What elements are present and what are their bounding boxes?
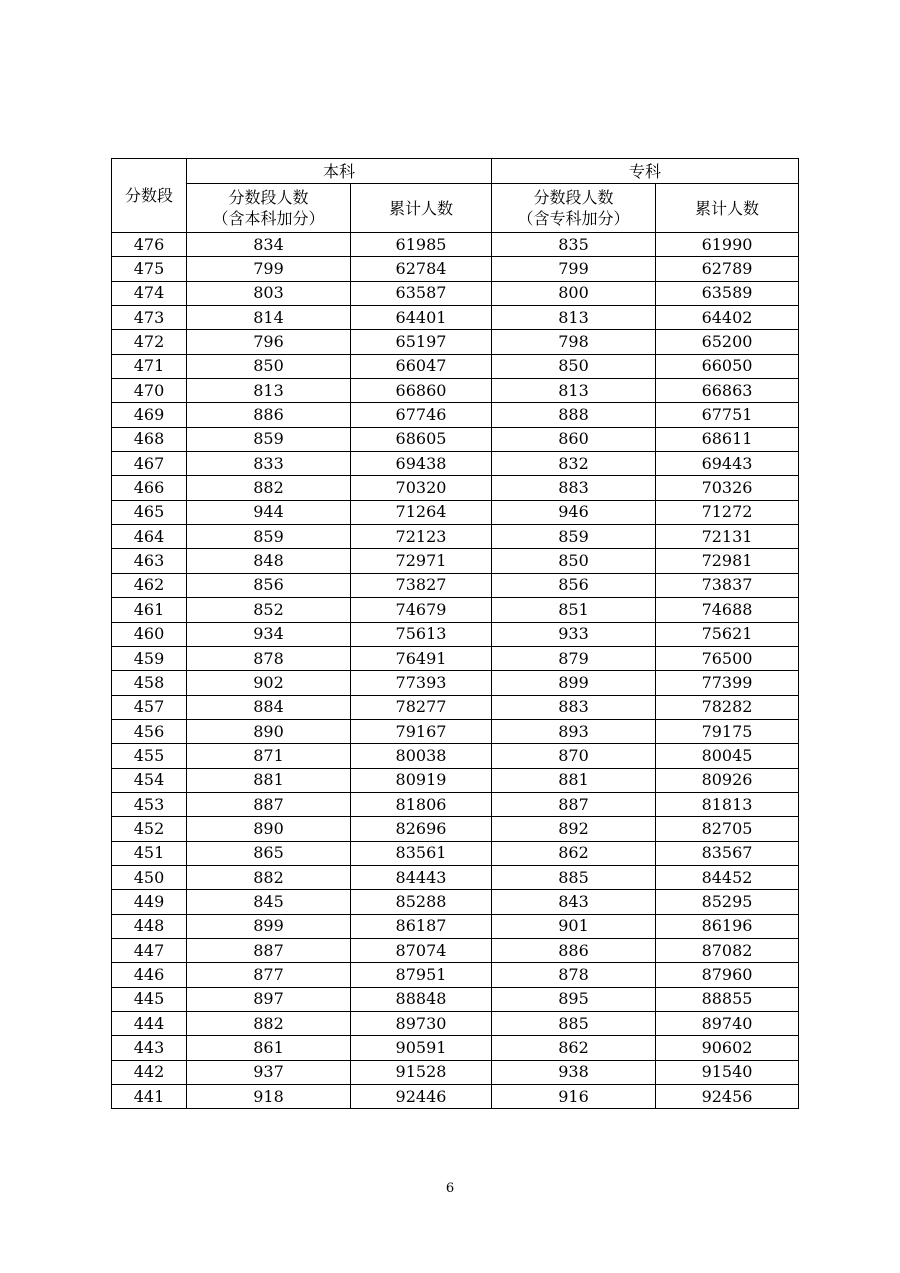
- undergrad-cumulative-cell: 62784: [351, 257, 492, 281]
- undergrad-count-cell: 887: [187, 938, 351, 962]
- undergrad-cumulative-cell: 80919: [351, 768, 492, 792]
- junior-count-cell: 879: [492, 646, 656, 670]
- undergrad-count-cell: 882: [187, 865, 351, 889]
- junior-cumulative-cell: 72131: [656, 525, 799, 549]
- undergrad-count-cell: 881: [187, 768, 351, 792]
- undergrad-cumulative-cell: 70320: [351, 476, 492, 500]
- undergrad-count-cell: 902: [187, 671, 351, 695]
- undergrad-cumulative-cell: 81806: [351, 792, 492, 816]
- junior-count-cell: 887: [492, 792, 656, 816]
- junior-cumulative-cell: 80045: [656, 744, 799, 768]
- undergrad-count-cell: 861: [187, 1036, 351, 1060]
- junior-cumulative-cell: 66050: [656, 354, 799, 378]
- undergrad-cumulative-cell: 66047: [351, 354, 492, 378]
- junior-cumulative-cell: 69443: [656, 452, 799, 476]
- score-cell: 462: [112, 573, 187, 597]
- header-junior-cumulative: 累计人数: [656, 184, 799, 233]
- score-cell: 460: [112, 622, 187, 646]
- undergrad-cumulative-cell: 74679: [351, 598, 492, 622]
- score-cell: 461: [112, 598, 187, 622]
- header-junior-count-line2: （含专科加分）: [517, 209, 630, 228]
- junior-count-cell: 859: [492, 525, 656, 549]
- undergrad-count-cell: 890: [187, 719, 351, 743]
- undergrad-count-cell: 882: [187, 476, 351, 500]
- undergrad-cumulative-cell: 86187: [351, 914, 492, 938]
- junior-count-cell: 800: [492, 281, 656, 305]
- score-cell: 447: [112, 938, 187, 962]
- junior-cumulative-cell: 84452: [656, 865, 799, 889]
- score-cell: 445: [112, 987, 187, 1011]
- table-row: [112, 646, 799, 670]
- page-number: 6: [445, 1181, 455, 1196]
- score-cell: 469: [112, 403, 187, 427]
- score-distribution-table: [111, 158, 799, 1109]
- undergrad-cumulative-cell: 66860: [351, 379, 492, 403]
- junior-cumulative-cell: 89740: [656, 1012, 799, 1036]
- table-row: [112, 792, 799, 816]
- header-undergrad-count-line1: 分数段人数: [228, 188, 309, 207]
- undergrad-cumulative-cell: 72123: [351, 525, 492, 549]
- undergrad-cumulative-cell: 61985: [351, 233, 492, 257]
- junior-cumulative-cell: 61990: [656, 233, 799, 257]
- score-cell: 474: [112, 281, 187, 305]
- undergrad-cumulative-cell: 68605: [351, 427, 492, 451]
- junior-cumulative-cell: 81813: [656, 792, 799, 816]
- undergrad-cumulative-cell: 84443: [351, 865, 492, 889]
- score-cell: 457: [112, 695, 187, 719]
- undergrad-count-cell: 918: [187, 1085, 351, 1109]
- table-row: [112, 914, 799, 938]
- undergrad-cumulative-cell: 85288: [351, 890, 492, 914]
- header-row-sub: [112, 184, 799, 233]
- undergrad-count-cell: 886: [187, 403, 351, 427]
- undergrad-count-cell: 852: [187, 598, 351, 622]
- junior-count-cell: 916: [492, 1085, 656, 1109]
- score-cell: 452: [112, 817, 187, 841]
- undergrad-cumulative-cell: 87074: [351, 938, 492, 962]
- junior-cumulative-cell: 77399: [656, 671, 799, 695]
- table-row: [112, 549, 799, 573]
- header-junior-count-line1: 分数段人数: [533, 188, 614, 207]
- junior-cumulative-cell: 67751: [656, 403, 799, 427]
- junior-count-cell: 832: [492, 452, 656, 476]
- undergrad-cumulative-cell: 69438: [351, 452, 492, 476]
- score-cell: 446: [112, 963, 187, 987]
- table-row: [112, 573, 799, 597]
- undergrad-count-cell: 937: [187, 1060, 351, 1084]
- junior-cumulative-cell: 80926: [656, 768, 799, 792]
- junior-count-cell: 813: [492, 379, 656, 403]
- junior-cumulative-cell: 86196: [656, 914, 799, 938]
- undergrad-cumulative-cell: 89730: [351, 1012, 492, 1036]
- undergrad-cumulative-cell: 64401: [351, 306, 492, 330]
- table-row: [112, 306, 799, 330]
- score-cell: 470: [112, 379, 187, 403]
- header-undergrad-cumulative: 累计人数: [351, 184, 492, 233]
- junior-count-cell: 870: [492, 744, 656, 768]
- undergrad-count-cell: 877: [187, 963, 351, 987]
- undergrad-count-cell: 944: [187, 500, 351, 524]
- junior-count-cell: 856: [492, 573, 656, 597]
- header-undergrad: 本科: [187, 159, 492, 184]
- junior-count-cell: 862: [492, 1036, 656, 1060]
- header-row-top: [112, 159, 799, 184]
- score-cell: 458: [112, 671, 187, 695]
- undergrad-count-cell: 833: [187, 452, 351, 476]
- junior-cumulative-cell: 79175: [656, 719, 799, 743]
- junior-cumulative-cell: 76500: [656, 646, 799, 670]
- junior-count-cell: 892: [492, 817, 656, 841]
- junior-cumulative-cell: 70326: [656, 476, 799, 500]
- table-row: [112, 890, 799, 914]
- table-row: [112, 379, 799, 403]
- table-row: [112, 476, 799, 500]
- junior-count-cell: 850: [492, 549, 656, 573]
- junior-count-cell: 885: [492, 1012, 656, 1036]
- table-row: [112, 598, 799, 622]
- header-score-segment: 分数段: [112, 159, 187, 233]
- junior-count-cell: 850: [492, 354, 656, 378]
- table-row: [112, 330, 799, 354]
- undergrad-cumulative-cell: 91528: [351, 1060, 492, 1084]
- junior-count-cell: 881: [492, 768, 656, 792]
- junior-count-cell: 860: [492, 427, 656, 451]
- table-row: [112, 671, 799, 695]
- junior-count-cell: 813: [492, 306, 656, 330]
- undergrad-count-cell: 859: [187, 427, 351, 451]
- undergrad-count-cell: 871: [187, 744, 351, 768]
- undergrad-cumulative-cell: 67746: [351, 403, 492, 427]
- header-junior: 专科: [492, 159, 799, 184]
- table-row: [112, 1036, 799, 1060]
- score-cell: 442: [112, 1060, 187, 1084]
- junior-count-cell: 851: [492, 598, 656, 622]
- undergrad-cumulative-cell: 72971: [351, 549, 492, 573]
- junior-cumulative-cell: 74688: [656, 598, 799, 622]
- undergrad-cumulative-cell: 83561: [351, 841, 492, 865]
- junior-count-cell: 888: [492, 403, 656, 427]
- undergrad-cumulative-cell: 73827: [351, 573, 492, 597]
- junior-cumulative-cell: 68611: [656, 427, 799, 451]
- junior-count-cell: 901: [492, 914, 656, 938]
- header-undergrad-count: [187, 184, 351, 233]
- table-row: [112, 622, 799, 646]
- junior-count-cell: 899: [492, 671, 656, 695]
- score-cell: 468: [112, 427, 187, 451]
- header-junior-count: [492, 184, 656, 233]
- undergrad-count-cell: 890: [187, 817, 351, 841]
- junior-count-cell: 883: [492, 695, 656, 719]
- undergrad-count-cell: 856: [187, 573, 351, 597]
- undergrad-cumulative-cell: 77393: [351, 671, 492, 695]
- table-row: [112, 817, 799, 841]
- undergrad-cumulative-cell: 63587: [351, 281, 492, 305]
- table-row: [112, 719, 799, 743]
- table-row: [112, 987, 799, 1011]
- junior-cumulative-cell: 71272: [656, 500, 799, 524]
- junior-count-cell: 886: [492, 938, 656, 962]
- junior-cumulative-cell: 83567: [656, 841, 799, 865]
- score-cell: 464: [112, 525, 187, 549]
- table-row: [112, 1012, 799, 1036]
- score-cell: 443: [112, 1036, 187, 1060]
- undergrad-cumulative-cell: 80038: [351, 744, 492, 768]
- junior-cumulative-cell: 88855: [656, 987, 799, 1011]
- undergrad-count-cell: 803: [187, 281, 351, 305]
- undergrad-cumulative-cell: 78277: [351, 695, 492, 719]
- undergrad-cumulative-cell: 90591: [351, 1036, 492, 1060]
- score-cell: 450: [112, 865, 187, 889]
- undergrad-cumulative-cell: 75613: [351, 622, 492, 646]
- score-cell: 467: [112, 452, 187, 476]
- score-cell: 444: [112, 1012, 187, 1036]
- undergrad-cumulative-cell: 82696: [351, 817, 492, 841]
- score-cell: 441: [112, 1085, 187, 1109]
- undergrad-cumulative-cell: 87951: [351, 963, 492, 987]
- junior-count-cell: 895: [492, 987, 656, 1011]
- table-row: [112, 233, 799, 257]
- table-row: [112, 938, 799, 962]
- undergrad-count-cell: 887: [187, 792, 351, 816]
- score-cell: 471: [112, 354, 187, 378]
- junior-cumulative-cell: 73837: [656, 573, 799, 597]
- junior-cumulative-cell: 90602: [656, 1036, 799, 1060]
- undergrad-count-cell: 799: [187, 257, 351, 281]
- undergrad-count-cell: 934: [187, 622, 351, 646]
- junior-cumulative-cell: 87082: [656, 938, 799, 962]
- undergrad-cumulative-cell: 92446: [351, 1085, 492, 1109]
- table-row: [112, 865, 799, 889]
- undergrad-count-cell: 845: [187, 890, 351, 914]
- junior-count-cell: 798: [492, 330, 656, 354]
- junior-cumulative-cell: 65200: [656, 330, 799, 354]
- undergrad-count-cell: 878: [187, 646, 351, 670]
- junior-count-cell: 843: [492, 890, 656, 914]
- junior-count-cell: 878: [492, 963, 656, 987]
- junior-cumulative-cell: 87960: [656, 963, 799, 987]
- junior-count-cell: 862: [492, 841, 656, 865]
- table-row: [112, 500, 799, 524]
- score-cell: 465: [112, 500, 187, 524]
- junior-count-cell: 885: [492, 865, 656, 889]
- score-cell: 472: [112, 330, 187, 354]
- header-undergrad-count-line2: （含本科加分）: [212, 209, 325, 228]
- undergrad-count-cell: 850: [187, 354, 351, 378]
- undergrad-count-cell: 814: [187, 306, 351, 330]
- junior-cumulative-cell: 85295: [656, 890, 799, 914]
- score-cell: 476: [112, 233, 187, 257]
- score-cell: 449: [112, 890, 187, 914]
- undergrad-cumulative-cell: 79167: [351, 719, 492, 743]
- undergrad-count-cell: 813: [187, 379, 351, 403]
- junior-count-cell: 893: [492, 719, 656, 743]
- table-row: [112, 768, 799, 792]
- junior-cumulative-cell: 78282: [656, 695, 799, 719]
- table-row: [112, 525, 799, 549]
- score-cell: 475: [112, 257, 187, 281]
- junior-count-cell: 938: [492, 1060, 656, 1084]
- score-cell: 454: [112, 768, 187, 792]
- score-cell: 459: [112, 646, 187, 670]
- table-row: [112, 281, 799, 305]
- undergrad-count-cell: 796: [187, 330, 351, 354]
- table-row: [112, 1085, 799, 1109]
- undergrad-count-cell: 848: [187, 549, 351, 573]
- table-body: [112, 233, 799, 1109]
- junior-cumulative-cell: 91540: [656, 1060, 799, 1084]
- undergrad-count-cell: 859: [187, 525, 351, 549]
- undergrad-count-cell: 884: [187, 695, 351, 719]
- junior-count-cell: 835: [492, 233, 656, 257]
- table-row: [112, 403, 799, 427]
- table-row: [112, 452, 799, 476]
- undergrad-cumulative-cell: 88848: [351, 987, 492, 1011]
- undergrad-cumulative-cell: 76491: [351, 646, 492, 670]
- junior-cumulative-cell: 63589: [656, 281, 799, 305]
- score-cell: 456: [112, 719, 187, 743]
- undergrad-count-cell: 897: [187, 987, 351, 1011]
- table-row: [112, 744, 799, 768]
- junior-cumulative-cell: 62789: [656, 257, 799, 281]
- score-cell: 466: [112, 476, 187, 500]
- junior-cumulative-cell: 72981: [656, 549, 799, 573]
- undergrad-count-cell: 882: [187, 1012, 351, 1036]
- table-row: [112, 257, 799, 281]
- undergrad-count-cell: 834: [187, 233, 351, 257]
- table-row: [112, 963, 799, 987]
- undergrad-count-cell: 865: [187, 841, 351, 865]
- junior-cumulative-cell: 66863: [656, 379, 799, 403]
- table-header: [112, 159, 799, 233]
- score-cell: 463: [112, 549, 187, 573]
- junior-cumulative-cell: 82705: [656, 817, 799, 841]
- junior-count-cell: 883: [492, 476, 656, 500]
- junior-count-cell: 946: [492, 500, 656, 524]
- undergrad-cumulative-cell: 71264: [351, 500, 492, 524]
- table-row: [112, 354, 799, 378]
- junior-count-cell: 799: [492, 257, 656, 281]
- junior-cumulative-cell: 64402: [656, 306, 799, 330]
- table-row: [112, 841, 799, 865]
- score-cell: 453: [112, 792, 187, 816]
- score-cell: 473: [112, 306, 187, 330]
- score-cell: 455: [112, 744, 187, 768]
- undergrad-cumulative-cell: 65197: [351, 330, 492, 354]
- table-row: [112, 1060, 799, 1084]
- score-cell: 448: [112, 914, 187, 938]
- junior-count-cell: 933: [492, 622, 656, 646]
- table-row: [112, 695, 799, 719]
- junior-cumulative-cell: 92456: [656, 1085, 799, 1109]
- undergrad-count-cell: 899: [187, 914, 351, 938]
- table-row: [112, 427, 799, 451]
- junior-cumulative-cell: 75621: [656, 622, 799, 646]
- score-cell: 451: [112, 841, 187, 865]
